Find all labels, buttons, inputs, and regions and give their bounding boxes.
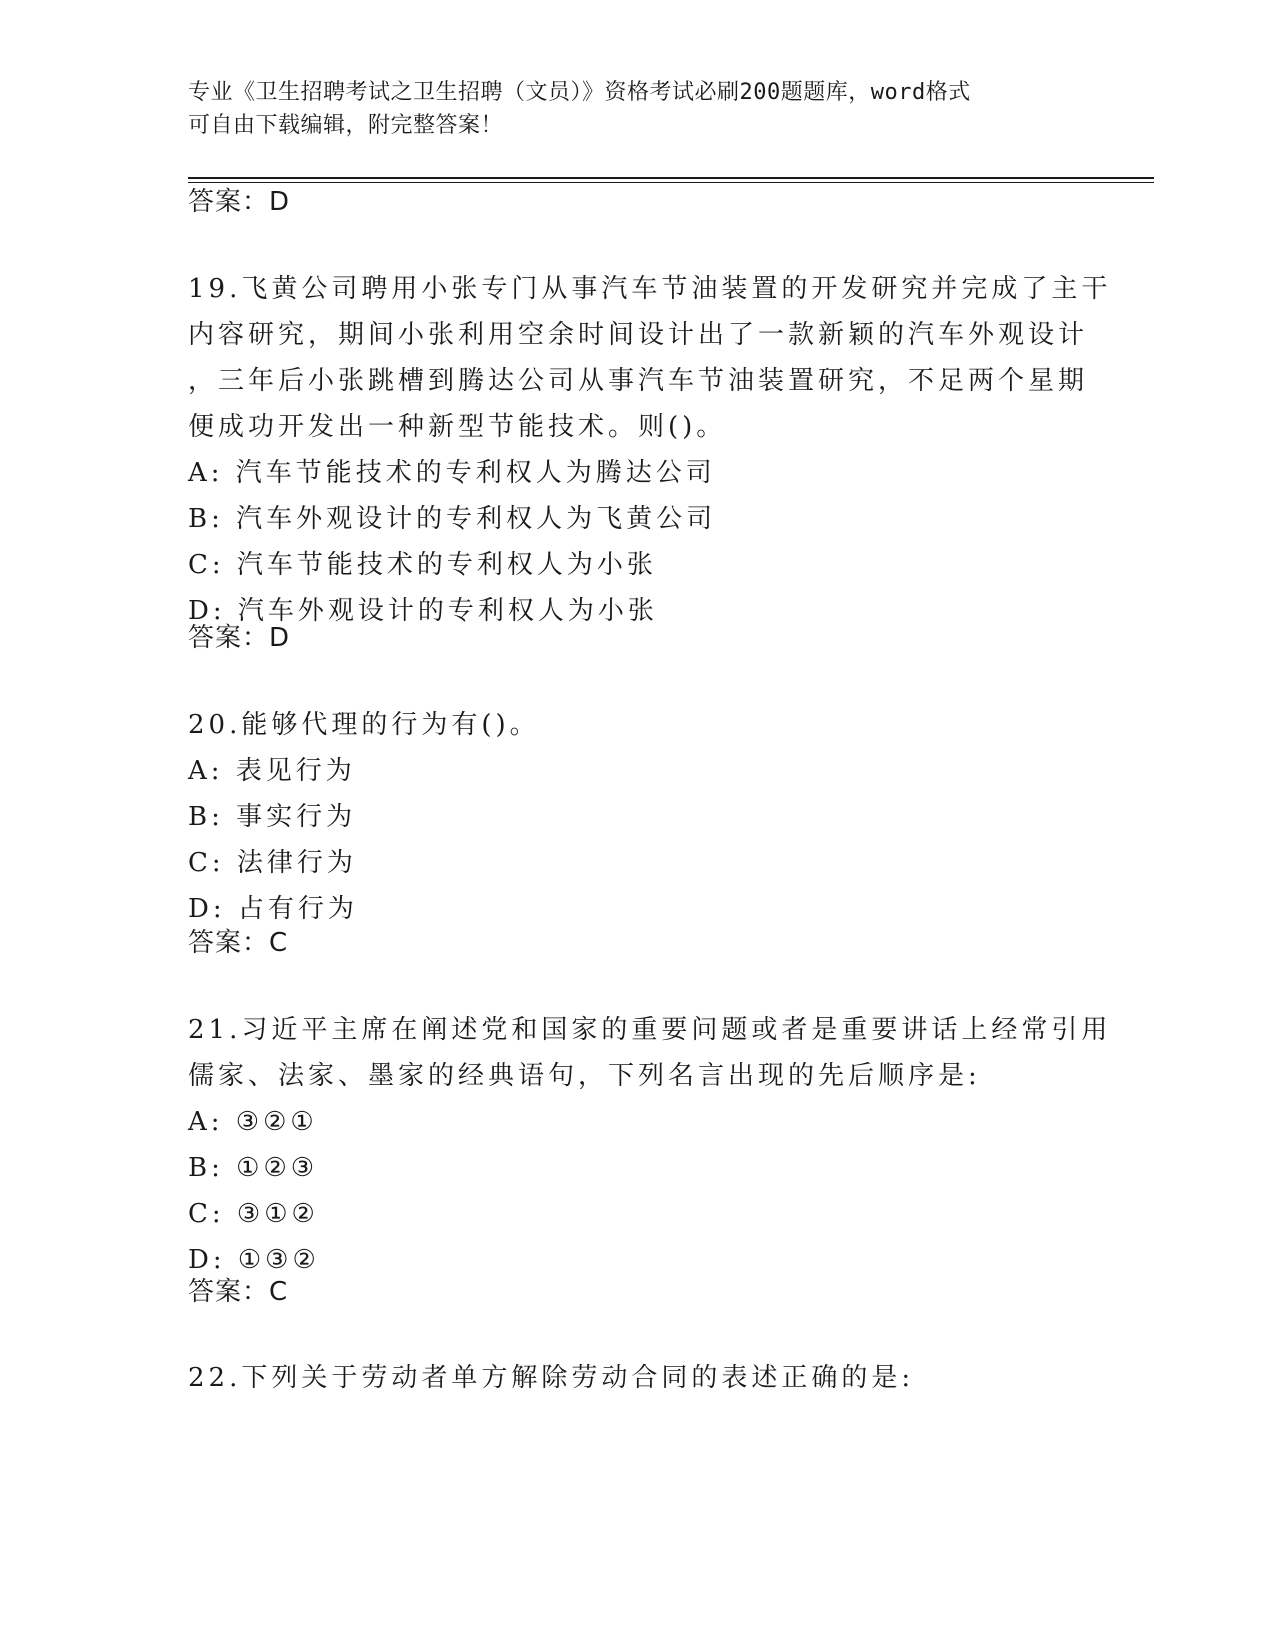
- answer-20: 答案：C: [188, 928, 289, 958]
- header-line-1: 专业《卫生招聘考试之卫生招聘（文员）》资格考试必刷200题题库，word格式: [188, 80, 971, 105]
- header-divider-thin: [188, 182, 1154, 183]
- question-22: [188, 1355, 1088, 1401]
- question-21: [188, 1007, 1112, 1283]
- answer-21: 答案：C: [188, 1277, 289, 1307]
- header-line-2: 可自由下载编辑，附完整答案！: [188, 113, 504, 138]
- question-text-line: 21.习近平主席在阐述党和国家的重要问题或者是重要讲话上经常引用: [188, 1015, 1112, 1045]
- option-a: A: 表见行为: [188, 756, 356, 786]
- option-b: B: ①②③: [188, 1153, 319, 1183]
- answer-19: 答案：D: [188, 623, 291, 653]
- option-d: D: 汽车外观设计的专利权人为小张: [188, 596, 658, 626]
- question-text-line: 22.下列关于劳动者单方解除劳动合同的表述正确的是:: [188, 1363, 915, 1393]
- question-20: [188, 702, 1088, 932]
- answer-18: 答案：D: [188, 187, 291, 217]
- option-b: B: 事实行为: [188, 802, 357, 832]
- page-header: [188, 76, 1068, 142]
- option-d: D: 占有行为: [188, 894, 358, 924]
- option-c: C: ③①②: [188, 1199, 319, 1229]
- question-text-line: 内容研究，期间小张利用空余时间设计出了一款新颖的汽车外观设计: [188, 320, 1089, 350]
- question-text-line: 19.飞黄公司聘用小张专门从事汽车节油装置的开发研究并完成了主干: [188, 274, 1112, 304]
- question-text-line: 20.能够代理的行为有()。: [188, 710, 540, 740]
- question-19: [188, 266, 1112, 634]
- option-c: C: 汽车节能技术的专利权人为小张: [188, 550, 657, 580]
- question-text-line: 儒家、法家、墨家的经典语句，下列名言出现的先后顺序是:: [188, 1061, 981, 1091]
- option-c: C: 法律行为: [188, 848, 357, 878]
- question-text-line: 便成功开发出一种新型节能技术。则()。: [188, 412, 727, 442]
- option-b: B: 汽车外观设计的专利权人为飞黄公司: [188, 504, 717, 534]
- question-text-line: ，三年后小张跳槽到腾达公司从事汽车节油装置研究，不足两个星期: [188, 366, 1089, 396]
- option-a: A: ③②①: [188, 1107, 318, 1137]
- header-divider-thick: [188, 177, 1154, 179]
- option-d: D: ①③②: [188, 1245, 320, 1275]
- option-a: A: 汽车节能技术的专利权人为腾达公司: [188, 458, 716, 488]
